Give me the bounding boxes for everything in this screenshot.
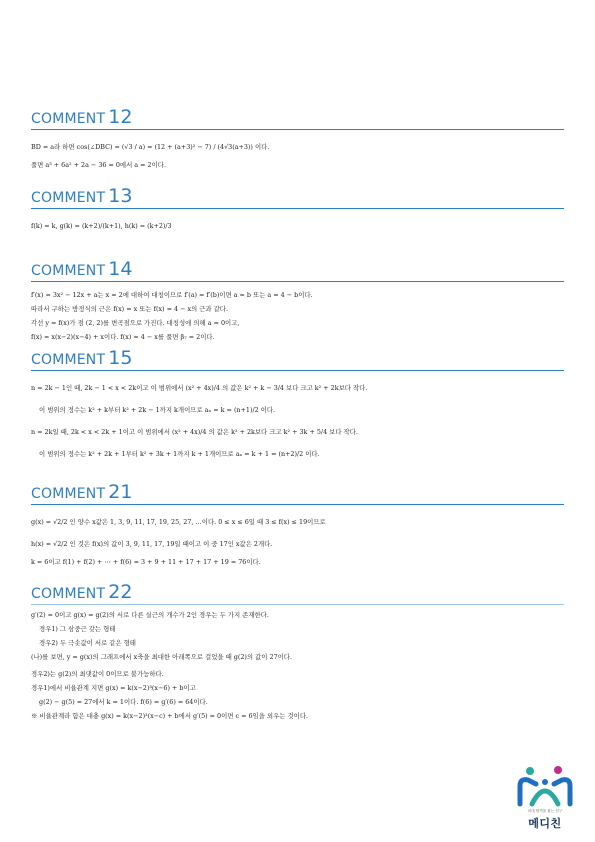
comment-line: g(2) − g(5) = 27에서 k = 1이다. f(6) = g′(6) = 64이다.: [39, 698, 208, 706]
comment-line: 풀면 a³ + 6a² + 2a − 36 = 0에서 a = 2이다.: [31, 161, 166, 169]
comment-heading-word: COMMENT: [31, 111, 106, 127]
comment-line: 경우1) 그 삼중근 갖는 형태: [39, 625, 116, 633]
comment-number: 13: [108, 185, 133, 207]
comment-line: 이 범위의 정수는 k² + k부터 k² + 2k − 1까지 k개이므로 aₙ = k = (n+1)/2 이다.: [39, 406, 276, 414]
comment-line: g(x) = √2/2 인 양수 x값은 1, 3, 9, 11, 17, 19, 25, 27, …이다. 0 ≤ x ≤ 6일 때 3 ≤ f(x) ≤ 19이므로: [31, 518, 326, 526]
heading-divider: [31, 281, 564, 282]
comment-number: 14: [108, 258, 133, 280]
comment-13-heading: [31, 185, 575, 207]
heading-divider: [31, 370, 564, 371]
comment-15-section: [31, 347, 575, 465]
comment-line: 각선 y = f(x)가 점 (2, 2)를 변곡점으로 가진다. 대칭성에 의해 a = 0이고,: [31, 319, 240, 327]
logo-brand-name: 메디친: [528, 817, 562, 830]
heading-divider: [31, 208, 564, 209]
comment-number: 12: [108, 106, 133, 128]
comment-line: f′(x) = 3x² − 12x + a는 x = 2에 대하여 대칭이므로 f′(a) = f′(b)이면 a = b 또는 a = 4 − b이다.: [31, 291, 313, 299]
comment-22-heading: [31, 581, 575, 603]
heading-divider: [31, 504, 564, 505]
comment-line: 경우2)는 g(2)의 최댓값이 0이므로 불가능하다.: [31, 670, 164, 678]
comment-12-heading: [31, 106, 575, 128]
comment-line: (나)를 보면, y = g(x)의 그래프에서 x축을 최대한 아래쪽으로 걸었을 때 g(2)의 값이 27이다.: [31, 653, 293, 661]
comment-line: 이 범위의 정수는 k² + 2k + 1부터 k² + 3k + 1까지 k + 1개이므로 aₙ = k + 1 = (n+2)/2 이다.: [39, 450, 320, 458]
comment-13-section: [31, 185, 575, 237]
heading-divider: [31, 604, 564, 605]
comment-number: 15: [108, 347, 133, 369]
comment-line: n = 2k일 때, 2k < x < 2k + 1이고 이 범위에서 (x² + 4x)/4 의 값은 k² + 2k보다 크고 k² + 3k + 5/4 보다 작다.: [31, 428, 358, 436]
comment-line: ※ 비율관계라 함은 대충 g(x) = k(x−2)³(x−c) + b에서 g′(5) = 0이면 c = 6임을 외우는 것이다.: [31, 712, 309, 720]
comment-line: h(x) = √2/2 인 것은 f(x)의 값이 3, 9, 11, 17, 19일 때이고 이 중 17인 x값은 2개다.: [31, 540, 273, 548]
comment-line: k = 6이고 f(1) + f(2) + ⋯ + f(6) = 3 + 9 + 11 + 17 + 17 + 19 = 76이다.: [31, 558, 261, 566]
comment-line: f(x) = x(x−2)(x−4) + x이다. f(x) = 4 − x를 풀면 β₇ = 2이다.: [31, 333, 215, 341]
comment-15-heading: [31, 347, 575, 369]
heading-divider: [31, 129, 564, 130]
comment-line: g′(2) = 0이고 g(x) = g(2)의 서로 다른 실근의 개수가 2인 경우는 두 가지 존재한다.: [31, 611, 269, 619]
comment-14-section: [31, 258, 575, 344]
comment-line: BD = a라 하면 cos(∠DBC) = (√3 / a) = (12 + (a+3)² − 7) / (4√3(a+3)) 이다.: [31, 143, 270, 151]
comment-line: 따라서 구하는 방정식의 근은 f(x) = x 또는 f(x) = 4 − x의 근과 같다.: [31, 305, 229, 313]
comment-21-section: [31, 481, 575, 569]
logo-mark-icon: [512, 764, 578, 808]
comment-line: 경우1)에서 비율관계 지면 g(x) = k(x−2)³(x−6) + b이고: [31, 684, 196, 692]
comment-heading-word: COMMENT: [31, 190, 106, 206]
comment-line: f(k) = k, g(k) = (k+2)/(k+1), h(k) = (k+2)/3: [31, 222, 172, 230]
comment-14-heading: [31, 258, 575, 280]
comment-heading-word: COMMENT: [31, 586, 106, 602]
comment-heading-word: COMMENT: [31, 263, 106, 279]
comment-22-section: [31, 581, 575, 723]
comment-12-section: [31, 106, 575, 172]
comment-number: 21: [108, 481, 133, 503]
comment-21-heading: [31, 481, 575, 503]
logo-tagline: 의대 합격을 잡는 친구: [527, 809, 563, 813]
comment-line: 경우2) 두 극솟값이 서로 같은 형태: [39, 639, 136, 647]
comment-heading-word: COMMENT: [31, 486, 106, 502]
medichin-logo: [512, 764, 578, 834]
comment-number: 22: [108, 581, 133, 603]
comment-line: n = 2k − 1인 때, 2k − 1 < x < 2k이고 이 범위에서 (x² + 4x)/4 의 값은 k² + k − 3/4 보다 크고 k² + 2k보다 작다.: [31, 384, 368, 392]
comment-heading-word: COMMENT: [31, 352, 106, 368]
